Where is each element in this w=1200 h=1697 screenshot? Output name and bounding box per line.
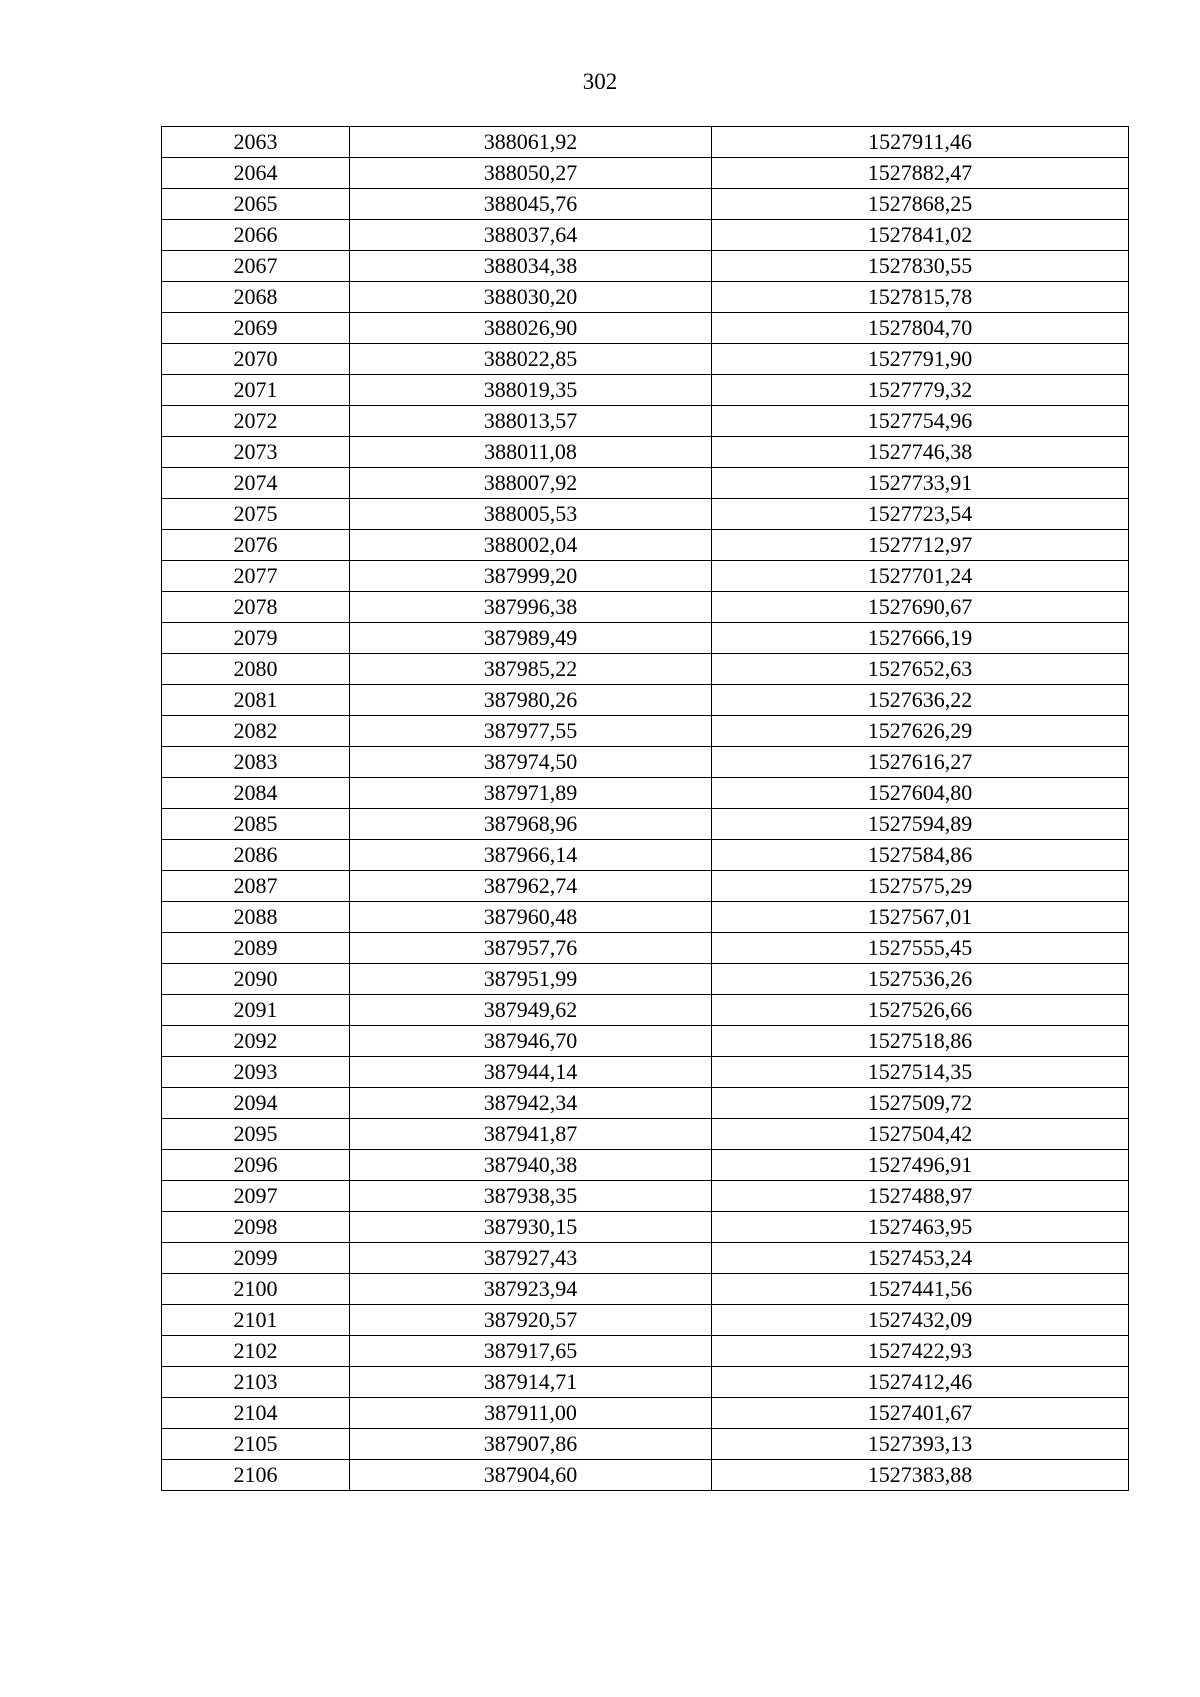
x-coordinate-cell: 387907,86 xyxy=(350,1429,712,1460)
y-coordinate-cell: 1527626,29 xyxy=(712,716,1129,747)
y-coordinate-cell: 1527754,96 xyxy=(712,406,1129,437)
y-coordinate-cell: 1527463,95 xyxy=(712,1212,1129,1243)
table-row xyxy=(162,1212,1129,1243)
y-coordinate-cell: 1527830,55 xyxy=(712,251,1129,282)
table-row xyxy=(162,902,1129,933)
x-coordinate-cell: 388011,08 xyxy=(350,437,712,468)
point-number-cell: 2081 xyxy=(162,685,350,716)
x-coordinate-cell: 387957,76 xyxy=(350,933,712,964)
point-number-cell: 2082 xyxy=(162,716,350,747)
table-row xyxy=(162,933,1129,964)
table-row xyxy=(162,592,1129,623)
table-row xyxy=(162,468,1129,499)
x-coordinate-cell: 387960,48 xyxy=(350,902,712,933)
table-row xyxy=(162,499,1129,530)
y-coordinate-cell: 1527509,72 xyxy=(712,1088,1129,1119)
point-number-cell: 2105 xyxy=(162,1429,350,1460)
point-number-cell: 2070 xyxy=(162,344,350,375)
x-coordinate-cell: 387941,87 xyxy=(350,1119,712,1150)
table-row xyxy=(162,313,1129,344)
x-coordinate-cell: 387996,38 xyxy=(350,592,712,623)
table-row xyxy=(162,375,1129,406)
x-coordinate-cell: 388013,57 xyxy=(350,406,712,437)
point-number-cell: 2069 xyxy=(162,313,350,344)
x-coordinate-cell: 387962,74 xyxy=(350,871,712,902)
table-row xyxy=(162,406,1129,437)
y-coordinate-cell: 1527815,78 xyxy=(712,282,1129,313)
point-number-cell: 2078 xyxy=(162,592,350,623)
point-number-cell: 2106 xyxy=(162,1460,350,1491)
point-number-cell: 2067 xyxy=(162,251,350,282)
y-coordinate-cell: 1527616,27 xyxy=(712,747,1129,778)
table-row xyxy=(162,1367,1129,1398)
y-coordinate-cell: 1527383,88 xyxy=(712,1460,1129,1491)
y-coordinate-cell: 1527712,97 xyxy=(712,530,1129,561)
x-coordinate-cell: 387980,26 xyxy=(350,685,712,716)
y-coordinate-cell: 1527555,45 xyxy=(712,933,1129,964)
x-coordinate-cell: 387999,20 xyxy=(350,561,712,592)
x-coordinate-cell: 388061,92 xyxy=(350,127,712,158)
x-coordinate-cell: 387968,96 xyxy=(350,809,712,840)
table-row xyxy=(162,1398,1129,1429)
table-row xyxy=(162,158,1129,189)
point-number-cell: 2102 xyxy=(162,1336,350,1367)
point-number-cell: 2079 xyxy=(162,623,350,654)
y-coordinate-cell: 1527804,70 xyxy=(712,313,1129,344)
x-coordinate-cell: 387989,49 xyxy=(350,623,712,654)
point-number-cell: 2097 xyxy=(162,1181,350,1212)
table-row xyxy=(162,220,1129,251)
point-number-cell: 2101 xyxy=(162,1305,350,1336)
x-coordinate-cell: 387966,14 xyxy=(350,840,712,871)
x-coordinate-cell: 387923,94 xyxy=(350,1274,712,1305)
x-coordinate-cell: 388030,20 xyxy=(350,282,712,313)
point-number-cell: 2088 xyxy=(162,902,350,933)
point-number-cell: 2075 xyxy=(162,499,350,530)
y-coordinate-cell: 1527488,97 xyxy=(712,1181,1129,1212)
x-coordinate-cell: 387942,34 xyxy=(350,1088,712,1119)
x-coordinate-cell: 388050,27 xyxy=(350,158,712,189)
x-coordinate-cell: 387914,71 xyxy=(350,1367,712,1398)
y-coordinate-cell: 1527636,22 xyxy=(712,685,1129,716)
y-coordinate-cell: 1527779,32 xyxy=(712,375,1129,406)
point-number-cell: 2085 xyxy=(162,809,350,840)
x-coordinate-cell: 387944,14 xyxy=(350,1057,712,1088)
table-row xyxy=(162,561,1129,592)
table-row xyxy=(162,1243,1129,1274)
x-coordinate-cell: 387971,89 xyxy=(350,778,712,809)
x-coordinate-cell: 388019,35 xyxy=(350,375,712,406)
y-coordinate-cell: 1527526,66 xyxy=(712,995,1129,1026)
x-coordinate-cell: 388037,64 xyxy=(350,220,712,251)
table-row xyxy=(162,1274,1129,1305)
point-number-cell: 2068 xyxy=(162,282,350,313)
y-coordinate-cell: 1527496,91 xyxy=(712,1150,1129,1181)
y-coordinate-cell: 1527518,86 xyxy=(712,1026,1129,1057)
x-coordinate-cell: 388045,76 xyxy=(350,189,712,220)
x-coordinate-cell: 387977,55 xyxy=(350,716,712,747)
point-number-cell: 2071 xyxy=(162,375,350,406)
table-row xyxy=(162,778,1129,809)
x-coordinate-cell: 388026,90 xyxy=(350,313,712,344)
point-number-cell: 2064 xyxy=(162,158,350,189)
y-coordinate-cell: 1527723,54 xyxy=(712,499,1129,530)
table-row xyxy=(162,1150,1129,1181)
x-coordinate-cell: 388022,85 xyxy=(350,344,712,375)
y-coordinate-cell: 1527690,67 xyxy=(712,592,1129,623)
point-number-cell: 2080 xyxy=(162,654,350,685)
table-row xyxy=(162,1336,1129,1367)
table-row xyxy=(162,623,1129,654)
x-coordinate-cell: 387949,62 xyxy=(350,995,712,1026)
x-coordinate-cell: 387974,50 xyxy=(350,747,712,778)
table-row xyxy=(162,1429,1129,1460)
y-coordinate-cell: 1527584,86 xyxy=(712,840,1129,871)
point-number-cell: 2090 xyxy=(162,964,350,995)
table-row xyxy=(162,809,1129,840)
table-row xyxy=(162,127,1129,158)
point-number-cell: 2091 xyxy=(162,995,350,1026)
point-number-cell: 2104 xyxy=(162,1398,350,1429)
y-coordinate-cell: 1527441,56 xyxy=(712,1274,1129,1305)
y-coordinate-cell: 1527432,09 xyxy=(712,1305,1129,1336)
table-row xyxy=(162,747,1129,778)
y-coordinate-cell: 1527594,89 xyxy=(712,809,1129,840)
y-coordinate-cell: 1527666,19 xyxy=(712,623,1129,654)
point-number-cell: 2077 xyxy=(162,561,350,592)
point-number-cell: 2087 xyxy=(162,871,350,902)
point-number-cell: 2074 xyxy=(162,468,350,499)
x-coordinate-cell: 388034,38 xyxy=(350,251,712,282)
x-coordinate-cell: 387927,43 xyxy=(350,1243,712,1274)
y-coordinate-cell: 1527841,02 xyxy=(712,220,1129,251)
y-coordinate-cell: 1527567,01 xyxy=(712,902,1129,933)
table-row xyxy=(162,654,1129,685)
table-row xyxy=(162,1181,1129,1212)
table-row xyxy=(162,840,1129,871)
table-row xyxy=(162,685,1129,716)
point-number-cell: 2096 xyxy=(162,1150,350,1181)
y-coordinate-cell: 1527701,24 xyxy=(712,561,1129,592)
table-row xyxy=(162,1305,1129,1336)
point-number-cell: 2086 xyxy=(162,840,350,871)
x-coordinate-cell: 387904,60 xyxy=(350,1460,712,1491)
x-coordinate-cell: 387938,35 xyxy=(350,1181,712,1212)
y-coordinate-cell: 1527733,91 xyxy=(712,468,1129,499)
point-number-cell: 2084 xyxy=(162,778,350,809)
y-coordinate-cell: 1527504,42 xyxy=(712,1119,1129,1150)
point-number-cell: 2083 xyxy=(162,747,350,778)
table-row xyxy=(162,251,1129,282)
table-row xyxy=(162,1057,1129,1088)
point-number-cell: 2092 xyxy=(162,1026,350,1057)
x-coordinate-cell: 387985,22 xyxy=(350,654,712,685)
table-row xyxy=(162,189,1129,220)
x-coordinate-cell: 387930,15 xyxy=(350,1212,712,1243)
table-row xyxy=(162,1088,1129,1119)
table-row xyxy=(162,995,1129,1026)
x-coordinate-cell: 387951,99 xyxy=(350,964,712,995)
x-coordinate-cell: 388002,04 xyxy=(350,530,712,561)
x-coordinate-cell: 387911,00 xyxy=(350,1398,712,1429)
point-number-cell: 2099 xyxy=(162,1243,350,1274)
y-coordinate-cell: 1527536,26 xyxy=(712,964,1129,995)
y-coordinate-cell: 1527401,67 xyxy=(712,1398,1129,1429)
y-coordinate-cell: 1527791,90 xyxy=(712,344,1129,375)
table-row xyxy=(162,964,1129,995)
y-coordinate-cell: 1527882,47 xyxy=(712,158,1129,189)
page-number: 302 xyxy=(582,69,618,94)
table-row xyxy=(162,1026,1129,1057)
y-coordinate-cell: 1527911,46 xyxy=(712,127,1129,158)
x-coordinate-cell: 388007,92 xyxy=(350,468,712,499)
y-coordinate-cell: 1527604,80 xyxy=(712,778,1129,809)
y-coordinate-cell: 1527868,25 xyxy=(712,189,1129,220)
table-row xyxy=(162,282,1129,313)
table-row xyxy=(162,530,1129,561)
point-number-cell: 2063 xyxy=(162,127,350,158)
y-coordinate-cell: 1527746,38 xyxy=(712,437,1129,468)
point-number-cell: 2065 xyxy=(162,189,350,220)
point-number-cell: 2098 xyxy=(162,1212,350,1243)
table-row xyxy=(162,344,1129,375)
y-coordinate-cell: 1527412,46 xyxy=(712,1367,1129,1398)
y-coordinate-cell: 1527393,13 xyxy=(712,1429,1129,1460)
y-coordinate-cell: 1527514,35 xyxy=(712,1057,1129,1088)
point-number-cell: 2073 xyxy=(162,437,350,468)
point-number-cell: 2093 xyxy=(162,1057,350,1088)
point-number-cell: 2076 xyxy=(162,530,350,561)
x-coordinate-cell: 387940,38 xyxy=(350,1150,712,1181)
point-number-cell: 2089 xyxy=(162,933,350,964)
table-row xyxy=(162,871,1129,902)
point-number-cell: 2100 xyxy=(162,1274,350,1305)
y-coordinate-cell: 1527453,24 xyxy=(712,1243,1129,1274)
table-row xyxy=(162,716,1129,747)
table-row xyxy=(162,437,1129,468)
point-number-cell: 2094 xyxy=(162,1088,350,1119)
y-coordinate-cell: 1527652,63 xyxy=(712,654,1129,685)
table-row xyxy=(162,1119,1129,1150)
point-number-cell: 2095 xyxy=(162,1119,350,1150)
x-coordinate-cell: 387946,70 xyxy=(350,1026,712,1057)
coordinates-table-body xyxy=(162,127,1129,1491)
point-number-cell: 2103 xyxy=(162,1367,350,1398)
x-coordinate-cell: 387917,65 xyxy=(350,1336,712,1367)
point-number-cell: 2066 xyxy=(162,220,350,251)
point-number-cell: 2072 xyxy=(162,406,350,437)
y-coordinate-cell: 1527422,93 xyxy=(712,1336,1129,1367)
y-coordinate-cell: 1527575,29 xyxy=(712,871,1129,902)
table-row xyxy=(162,1460,1129,1491)
x-coordinate-cell: 388005,53 xyxy=(350,499,712,530)
coordinates-table xyxy=(161,126,1129,1491)
x-coordinate-cell: 387920,57 xyxy=(350,1305,712,1336)
